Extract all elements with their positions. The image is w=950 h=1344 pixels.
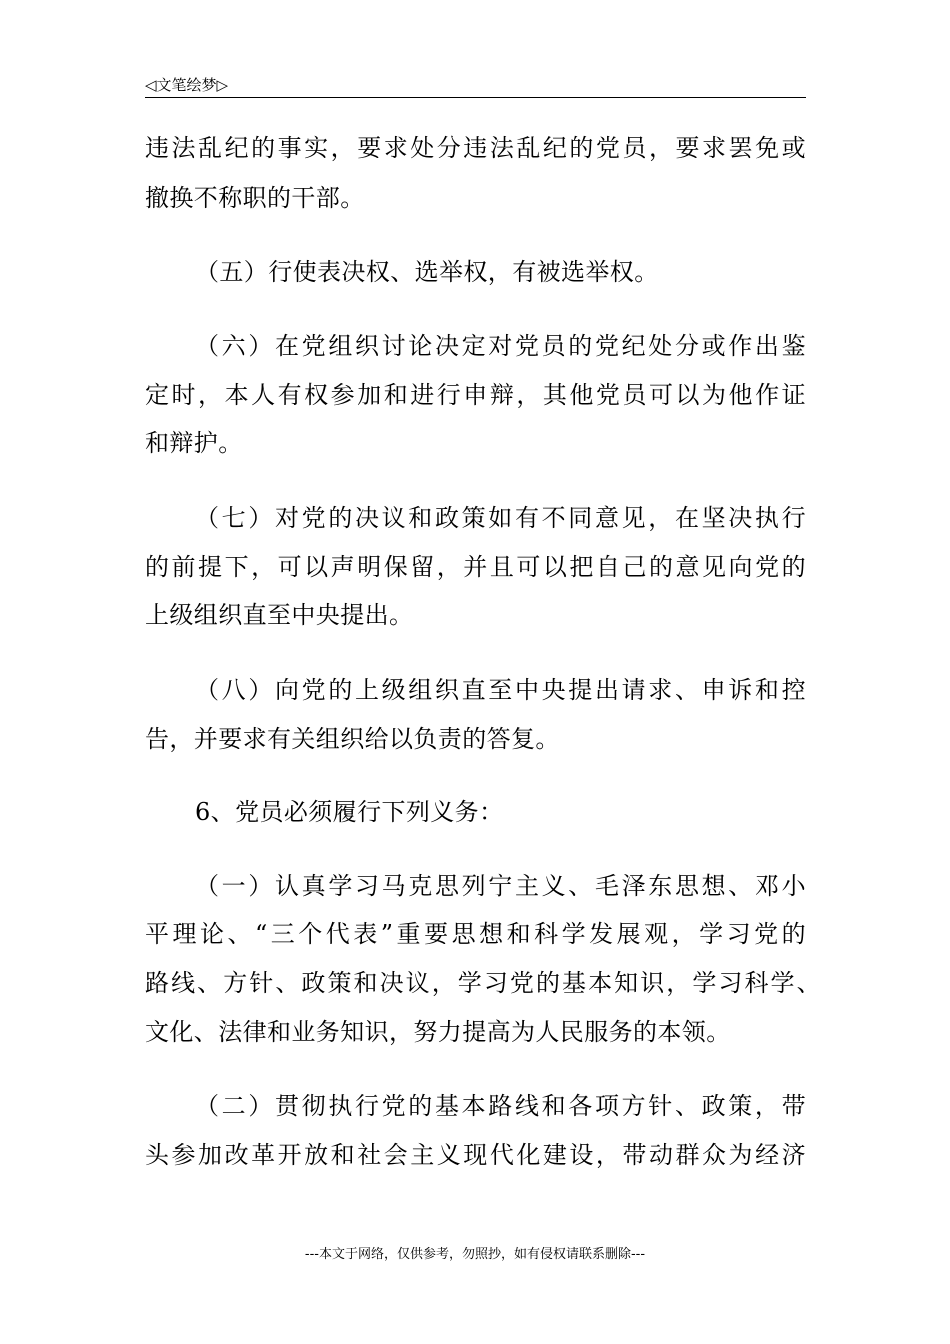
body-line: 路线、方针、政策和决议，学习党的基本知识，学习科学、 [145, 969, 821, 997]
body-line: （一）认真学习马克思列宁主义、毛泽东思想、邓小 [195, 872, 806, 900]
body-line: 告，并要求有关组织给以负责的答复。 [145, 725, 560, 753]
body-line: 违法乱纪的事实，要求处分违法乱纪的党员，要求罢免或 [145, 134, 806, 162]
page-footer: ---本文于网络，仅供参考，勿照抄，如有侵权请联系删除--- [304, 1247, 646, 1262]
header-divider [145, 97, 806, 98]
body-line: 头参加改革开放和社会主义现代化建设，带动群众为经济 [145, 1141, 806, 1169]
body-line: 文化、法律和业务知识，努力提高为人民服务的本领。 [145, 1018, 731, 1046]
body-line: 上级组织直至中央提出。 [145, 601, 414, 629]
body-line: （二）贯彻执行党的基本路线和各项方针、政策，带 [195, 1092, 806, 1120]
body-line: （八）向党的上级组织直至中央提出请求、申诉和控 [195, 676, 806, 704]
body-line: （七）对党的决议和政策如有不同意见，在坚决执行 [195, 504, 806, 532]
body-line: 的前提下，可以声明保留，并且可以把自己的意见向党的 [145, 553, 806, 581]
body-line: （六）在党组织讨论决定对党员的党纪处分或作出鉴 [195, 332, 806, 360]
page-header: ◁文笔绘梦▷ [145, 76, 229, 94]
body-line: 平理论、“三个代表”重要思想和科学发展观，学习党的 [145, 920, 806, 948]
body-line: 定时，本人有权参加和进行申辩，其他党员可以为他作证 [145, 381, 806, 409]
body-line: 和辩护。 [145, 429, 243, 457]
body-line: 撤换不称职的干部。 [145, 184, 365, 212]
body-line: （五）行使表决权、选举权，有被选举权。 [195, 258, 659, 286]
body-line: 6、党员必须履行下列义务： [195, 798, 504, 826]
